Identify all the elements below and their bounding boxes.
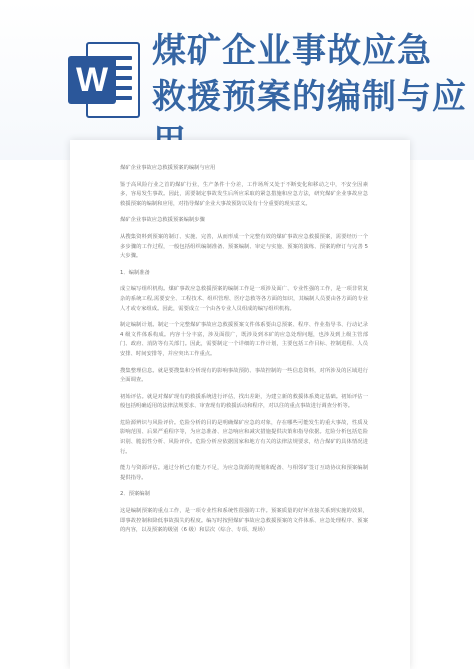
paragraph: 危险源辨识与风险评价。危险分析的目的是明确煤矿应急的对象，存在哪些可能发生的重大事故，性质及影响范围、后果严重程序等，为应急准备、应急响应和减灾措施提供决策和指导依据。危险分析包括危险识别、脆弱性分析、风险评价。危险分析应依据国家和地方有关的法律法规要求，结合煤矿的具体情况进行。 [120, 419, 368, 455]
paragraph: 鉴于高风险行业之首的煤矿行业，生产条件十分差，工作场所又处于不断变化和移动之中，不安全因素多，容易发生事故。因此，需要制定事故发生后所应采取的紧急措施和应急方法，研究煤矿企业事故应急救援预案的编制和应用，对指导煤矿企业大事故预防以及有十分重要的现实意义。 [120, 181, 368, 207]
word-icon [68, 42, 140, 118]
document-body [120, 164, 368, 543]
paragraph: 成立编写组织机构。煤矿事故应急救援预案的编制工作是一项涉及面广、专业性强的工作，是一项非常复杂的系统工程,需要安全、工程技术、组织管理、医疗急救等各方面的知识，其编制人员要由各方面的专业人才或专家组成。因此，需要成立一个由各专业人员组成的编写组织机构。 [120, 286, 368, 312]
paragraph: 能力与资源评估。通过分析已有能力不足，为应急资源的规划和配备、与相邻矿签订互助协议和预案编制提供指导。 [120, 465, 368, 481]
subsection-heading: 2．预案编制 [120, 491, 150, 498]
paragraph: 这是编制预案的重点工作，是一项专业性和系统性很强的工作。预案质量的好坏直接关系到实施的效果，即事故控制和降低事故损失的程度。编写时按照煤矿事故应急救援预案的文件体系、应急处理程序、预案的内容，以及预案的级别（6 级）和层次（综合、专项、现场） [120, 508, 368, 534]
document-title: 煤矿企业事故应急救援预案的编制与应用 [120, 165, 216, 171]
title-line-1: 煤矿企业事故应急 [152, 31, 432, 71]
paragraph: 制定编制计划。制定一个完整煤矿事故应急救援预案文件体系要由总预案、程序、作业指导书、行动记录 4 级文件体系构成。内容十分丰富，涉及面很广，既涉及到本矿的应急处理问题，也涉及到上级主管部门、政府、消防等有关部门。因此，需要制定一个详细的工作计划，主要包括工作目标、控制进程、人员安排、时间安排等，并应突出工作重点。 [120, 322, 368, 357]
word-icon-letter: W [68, 56, 116, 104]
paragraph: 从搜集资料到预案的制订、实施、完善，从而形成一个完整有效的煤矿事故应急救援预案，需要经历一个多步骤的工作过程，一般包括组织编制准备、预案编制、审定与实施、预案的演练、预案的修订与完善 5 大步骤。 [120, 233, 368, 260]
paragraph: 初始评估。就是对煤矿现有的救援系统进行评估，找出差距，为建立新的救援体系奠定基础。初始评估一般包括明确适用的法律法规要求、审查现有的救援活动和程序，对以往的重点事故进行调查分析等。 [120, 393, 368, 410]
paragraph: 搜集整理信息。就是要搜集和分析现有的影响事故预防、事故控制的一些信息资料，对所涉及的区域进行全面调查。 [120, 367, 368, 384]
section-heading: 煤矿企业事故应急救援预案编制步骤 [120, 217, 205, 224]
title-line-2: 救援预案的编制与应 [152, 77, 467, 117]
document-page [70, 140, 410, 669]
banner [0, 0, 474, 160]
subsection-heading: 1．编制准备 [120, 269, 150, 276]
